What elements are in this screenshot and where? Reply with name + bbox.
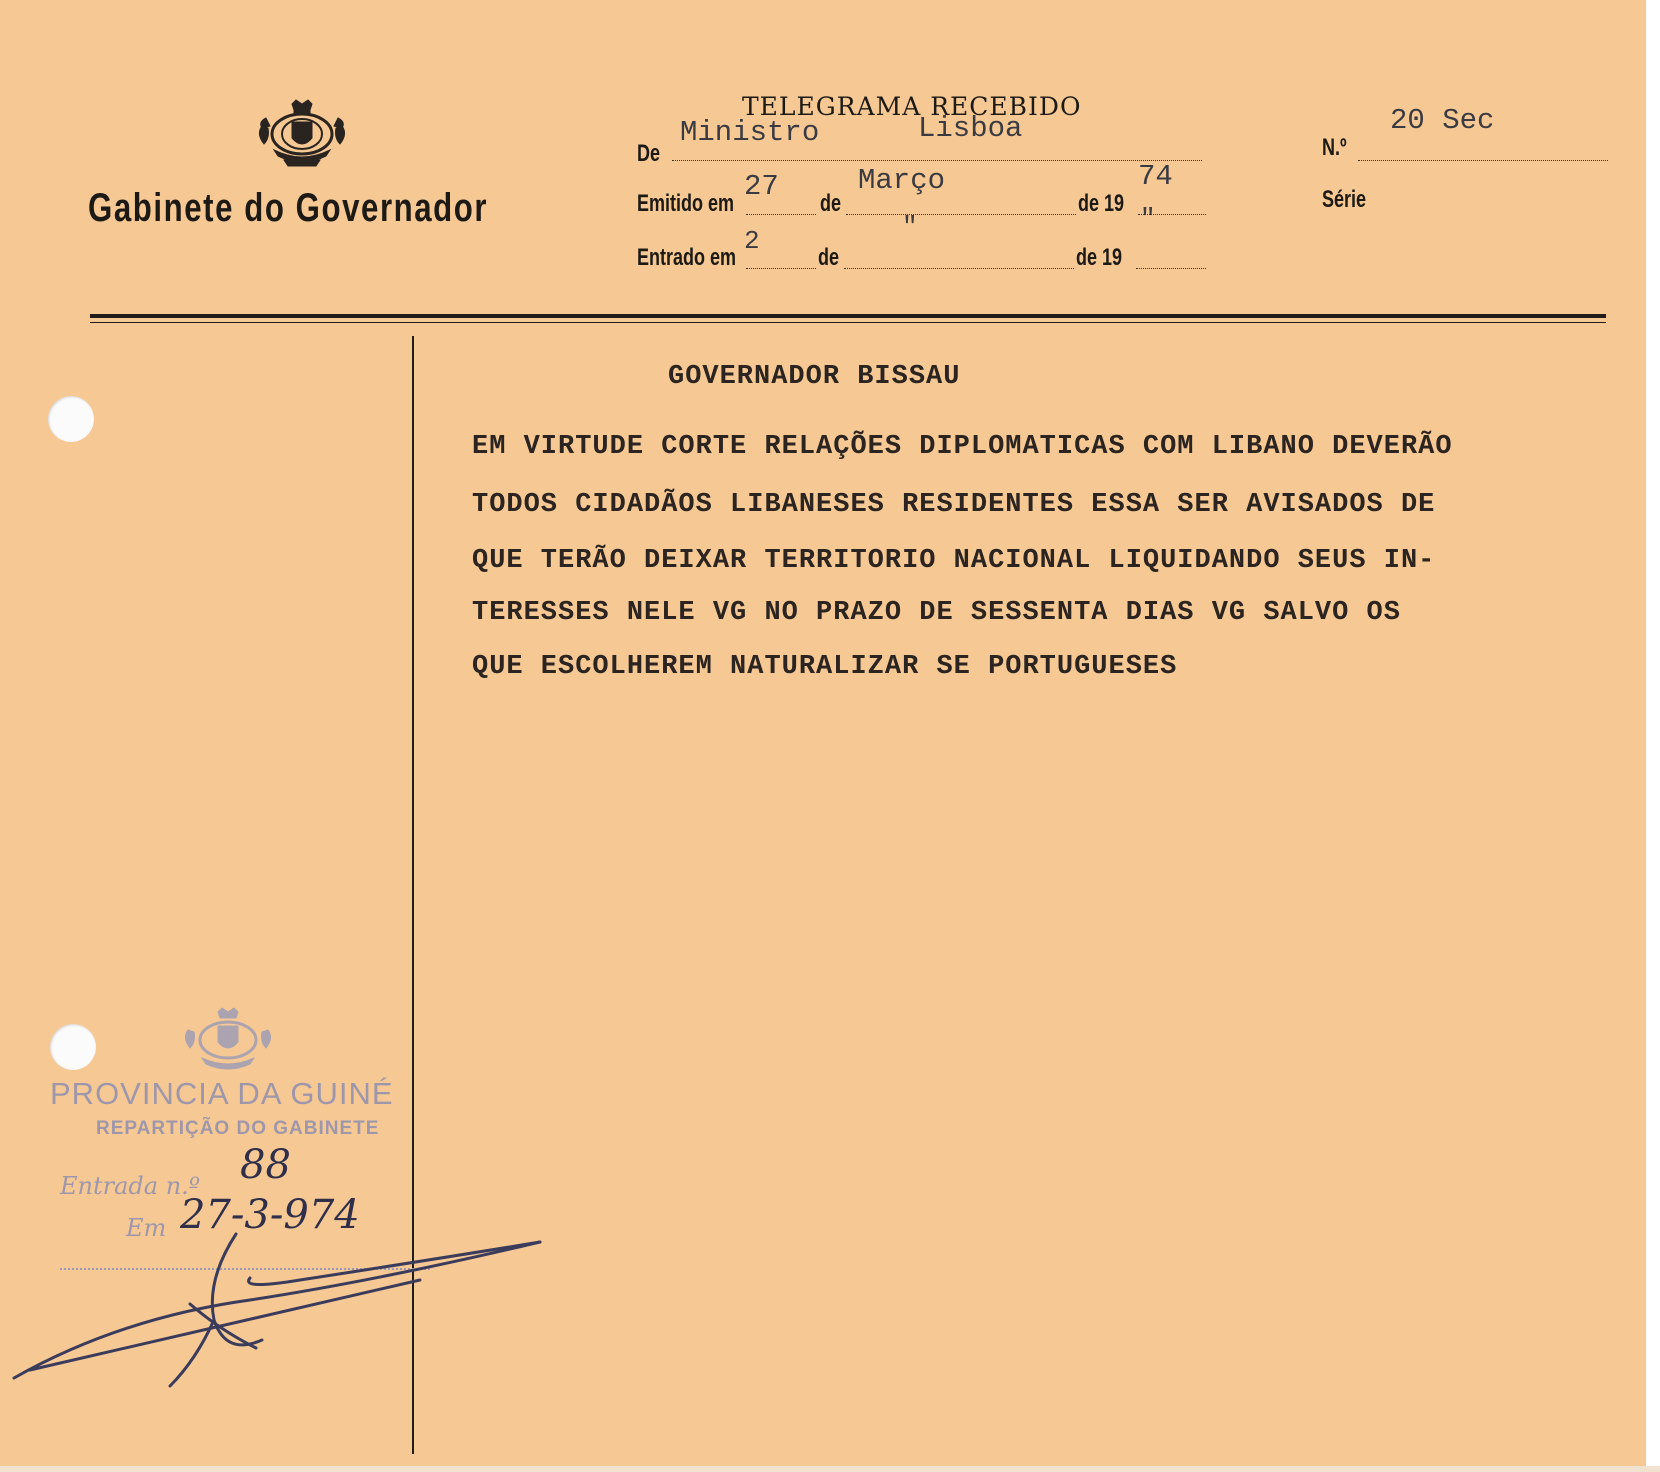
punch-hole [48,396,94,442]
label-serie: Série [1322,186,1367,213]
message-line: TERESSES NELE VG NO PRAZO DE SESSENTA DIAS VG SALVO OS [472,598,1401,628]
stamp-em-label: Em [126,1214,167,1242]
header-divider-thin [90,322,1606,323]
field-de: Ministro [680,116,820,149]
stamp-entrada-numero: 88 [240,1142,291,1188]
coat-of-arms-icon [254,98,350,170]
label-entrado-de: de [818,244,840,271]
field-emitido-dia: 27 [744,170,779,203]
label-emitido-em: Emitido em [637,190,735,217]
label-entrado-em: Entrado em [637,244,737,271]
punch-hole [50,1024,96,1070]
line-entrado-ano [1136,268,1206,269]
message-line: QUE TERÃO DEIXAR TERRITORIO NACIONAL LIQUIDANDO SEUS IN- [472,546,1436,576]
stamp-entrada-data: 27-3-974 [180,1192,360,1238]
signature-icon [0,1220,560,1400]
line-emitido-mes [846,214,1076,215]
line-numero [1358,160,1608,161]
label-emitido-ano: de 19 [1078,190,1125,217]
office-title: Gabinete do Governador [88,186,489,230]
line-entrado-dia [746,268,816,269]
message-line: QUE ESCOLHEREM NATURALIZAR SE PORTUGUESES [472,652,1178,682]
field-numero: 20 Sec [1390,104,1495,137]
stamp-subtitle: REPARTIÇÃO DO GABINETE [96,1118,380,1139]
field-emitido-mes: Março [858,164,946,197]
label-numero: N.º [1322,134,1347,161]
header-divider [90,314,1606,318]
message-line: EM VIRTUDE CORTE RELAÇÕES DIPLOMATICAS COM LIBANO DEVERÃO [472,432,1453,462]
line-entrado-mes [844,268,1074,269]
field-entrado-ano: " [1140,204,1156,234]
page-edge-bottom [0,1466,1660,1472]
message-line: TODOS CIDADÃOS LIBANESES RESIDENTES ESSA SER AVISADOS DE [472,490,1436,520]
stamp-entrada-label: Entrada n.º [60,1172,201,1200]
line-de [672,160,1202,161]
stamp-title: PROVINCIA DA GUINÉ [50,1076,394,1111]
field-entrado-mes: " [902,212,918,242]
label-de: De [637,140,661,167]
stamp-emblem-icon [178,1004,278,1074]
form-title: TELEGRAMA RECEBIDO [742,92,1082,121]
line-emitido-dia [746,214,816,215]
label-entrado-ano: de 19 [1076,244,1123,271]
field-origem: Lisboa [918,112,1023,145]
field-entrado-dia: 2 [744,226,760,256]
label-emitido-de: de [820,190,842,217]
page-edge [1646,0,1660,1472]
message-addressee: GOVERNADOR BISSAU [668,362,961,392]
field-emitido-ano: 74 [1138,160,1173,193]
